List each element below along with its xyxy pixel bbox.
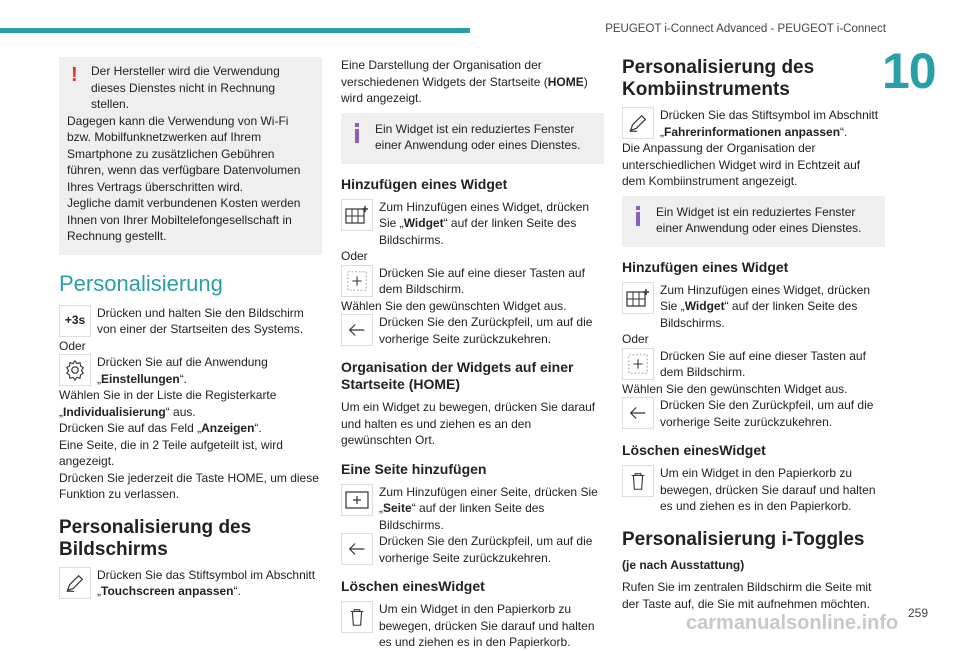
section-title: Löschen einesWidget [622, 442, 766, 458]
instruction-text: Um ein Widget in den Papierkorb zu bewegen, drücken Sie darauf und halten es und ziehen es in den Papierkorb. [660, 466, 876, 513]
instruction-row [622, 282, 885, 332]
watermark[interactable]: carmanualsonline.info [686, 612, 899, 634]
instruction-row [341, 484, 604, 534]
instruction-text: Drücken Sie den Zurückpfeil, um auf die vorherige Seite zurückzukehren. [379, 315, 593, 346]
page-number: 259 [907, 606, 928, 620]
back-arrow-icon [341, 533, 373, 565]
info-text: Ein Widget ist ein reduziertes Fenster einer Anwendung oder eines Dienstes. [656, 204, 862, 235]
widget-grid-icon [622, 282, 654, 314]
back-arrow-icon [622, 397, 654, 429]
widget-grid-icon [341, 199, 373, 231]
section-title: Löschen einesWidget [341, 578, 485, 594]
instruction-text: Wählen Sie den gewünschten Widget aus. [341, 298, 567, 313]
intro-text: Eine Darstellung der Organisation der verschiedenen Widgets der Startseite (HOME) wird angezeigt. [341, 58, 588, 105]
instruction-text: Drücken Sie das Stiftsymbol im Abschnitt „Fahrerinformationen anpassen“. [660, 108, 879, 139]
instruction-text: Drücken Sie das Stiftsymbol im Abschnitt „Touchscreen anpassen“. [97, 567, 316, 598]
pen-icon [59, 567, 91, 599]
instruction-row [341, 601, 604, 651]
instruction-row [622, 465, 885, 515]
instruction-text: Drücken Sie auf das Feld „Anzeigen“. [59, 421, 262, 435]
column-1 [59, 57, 322, 600]
info-box [622, 196, 885, 247]
section-title: Personalisierung des Kombiinstruments [622, 57, 815, 100]
pen-icon [622, 107, 654, 139]
column-2 [341, 57, 604, 651]
warning-line: Jegliche damit verbundenen Kosten werden Ihnen von Ihrer Mobiltelefongesellschaft in Rechnung gestellt. [67, 196, 301, 243]
warning-box [59, 57, 322, 255]
instruction-row [341, 265, 604, 298]
warning-icon: ! [71, 64, 78, 86]
warning-line: Der Hersteller wird die Verwendung dieses Dienstes nicht in Rechnung stellen. [91, 64, 280, 111]
back-arrow-icon [341, 314, 373, 346]
plus-box-icon [622, 348, 654, 380]
instruction-text: Zum Hinzufügen eines Widget, drücken Sie „Widget“ auf der linken Seite des Bildschirms. [379, 199, 590, 247]
instruction-text: Um ein Widget in den Papierkorb zu bewegen, drücken Sie darauf und halten es und ziehen es in den Papierkorb. [379, 602, 595, 649]
instruction-text: Drücken und halten Sie den Bildschirm von einer der Startseiten des Systems. [97, 305, 304, 336]
section-title: Personalisierung des Bildschirms [59, 516, 252, 560]
oder-text: Oder [622, 332, 649, 346]
instruction-text: Um ein Widget zu bewegen, drücken Sie darauf und halten es und ziehen es an den gewünschten Ort. [341, 400, 596, 447]
instruction-text: Drücken Sie jederzeit die Taste HOME, um diese Funktion zu verlassen. [59, 470, 319, 501]
instruction-text: Zum Hinzufügen eines Widget, drücken Sie „Widget“ auf der linken Seite des Bildschirms. [660, 282, 871, 330]
info-icon [355, 123, 359, 143]
section-title: Hinzufügen eines Widget [341, 175, 508, 192]
info-box [341, 113, 604, 164]
hold-3s-icon [59, 305, 91, 337]
section-title: Organisation der Widgets auf einer Startseite (HOME) [341, 359, 574, 392]
section-title: Eine Seite hinzufügen [341, 460, 487, 477]
section-title: Personalisierung i-Toggles [622, 528, 865, 550]
instruction-row [341, 533, 604, 566]
instruction-row [59, 567, 322, 600]
instruction-text: Eine Seite, die in 2 Teile aufgeteilt ist, wird angezeigt. [59, 437, 283, 468]
instruction-text: Drücken Sie den Zurückpfeil, um auf die vorherige Seite zurückzukehren. [660, 398, 874, 429]
instruction-text: Die Anpassung der Organisation der unterschiedlichen Widget wird in Echtzeit auf dem Kombiinstrument angezeigt. [622, 141, 861, 188]
gear-icon [59, 354, 91, 386]
oder-text: Oder [59, 338, 86, 353]
instruction-text: Drücken Sie auf eine dieser Tasten auf dem Bildschirm. [660, 348, 866, 379]
instruction-row [622, 107, 885, 140]
instruction-text: Wählen Sie den gewünschten Widget aus. [622, 381, 848, 396]
chapter-number: 10 [882, 43, 936, 99]
trash-icon [341, 601, 373, 633]
info-text: Ein Widget ist ein reduziertes Fenster einer Anwendung oder eines Dienstes. [375, 121, 581, 152]
hold-label: +3s [64, 313, 86, 328]
plus-box-icon [341, 265, 373, 297]
oder-text: Oder [341, 249, 368, 263]
instruction-row [622, 397, 885, 430]
column-3 [622, 57, 885, 612]
instruction-text: Zum Hinzufügen einer Seite, drücken Sie „Seite“ auf der linken Seite des Bildschirms. [379, 484, 598, 532]
trash-icon [622, 465, 654, 497]
instruction-row [341, 314, 604, 347]
section-subtitle: (je nach Ausstattung) [622, 557, 745, 572]
section-title: Personalisierung [59, 270, 223, 296]
instruction-text: Wählen Sie in der Liste die Registerkarte „Individualisierung“ aus. [59, 388, 277, 419]
section-title: Hinzufügen eines Widget [622, 258, 789, 275]
instruction-text: Drücken Sie auf eine dieser Tasten auf dem Bildschirm. [379, 265, 585, 296]
instruction-text: Drücken Sie auf die Anwendung „Einstellungen“. [97, 355, 268, 386]
info-icon [636, 206, 640, 226]
header-bar [0, 28, 470, 33]
instruction-row [59, 305, 322, 338]
instruction-text: Drücken Sie den Zurückpfeil, um auf die vorherige Seite zurückzukehren. [379, 534, 593, 565]
add-page-icon [341, 484, 373, 516]
instruction-row [622, 348, 885, 381]
instruction-text: Rufen Sie im zentralen Bildschirm die Seite mit der Taste auf, die Sie mit aufnehmen möchten. [622, 580, 872, 611]
instruction-row [59, 354, 322, 387]
instruction-row [341, 199, 604, 249]
running-header: PEUGEOT i-Connect Advanced - PEUGEOT i-Connect [605, 23, 886, 35]
warning-line: Dagegen kann die Verwendung von Wi-Fi bzw. Mobilfunknetzwerken auf Ihrem Smartphone zu zusätzlichen Gebühren führen, wenn das verfügbare Datenvolumen Ihres Vertrags überschritten wird. [67, 113, 301, 194]
